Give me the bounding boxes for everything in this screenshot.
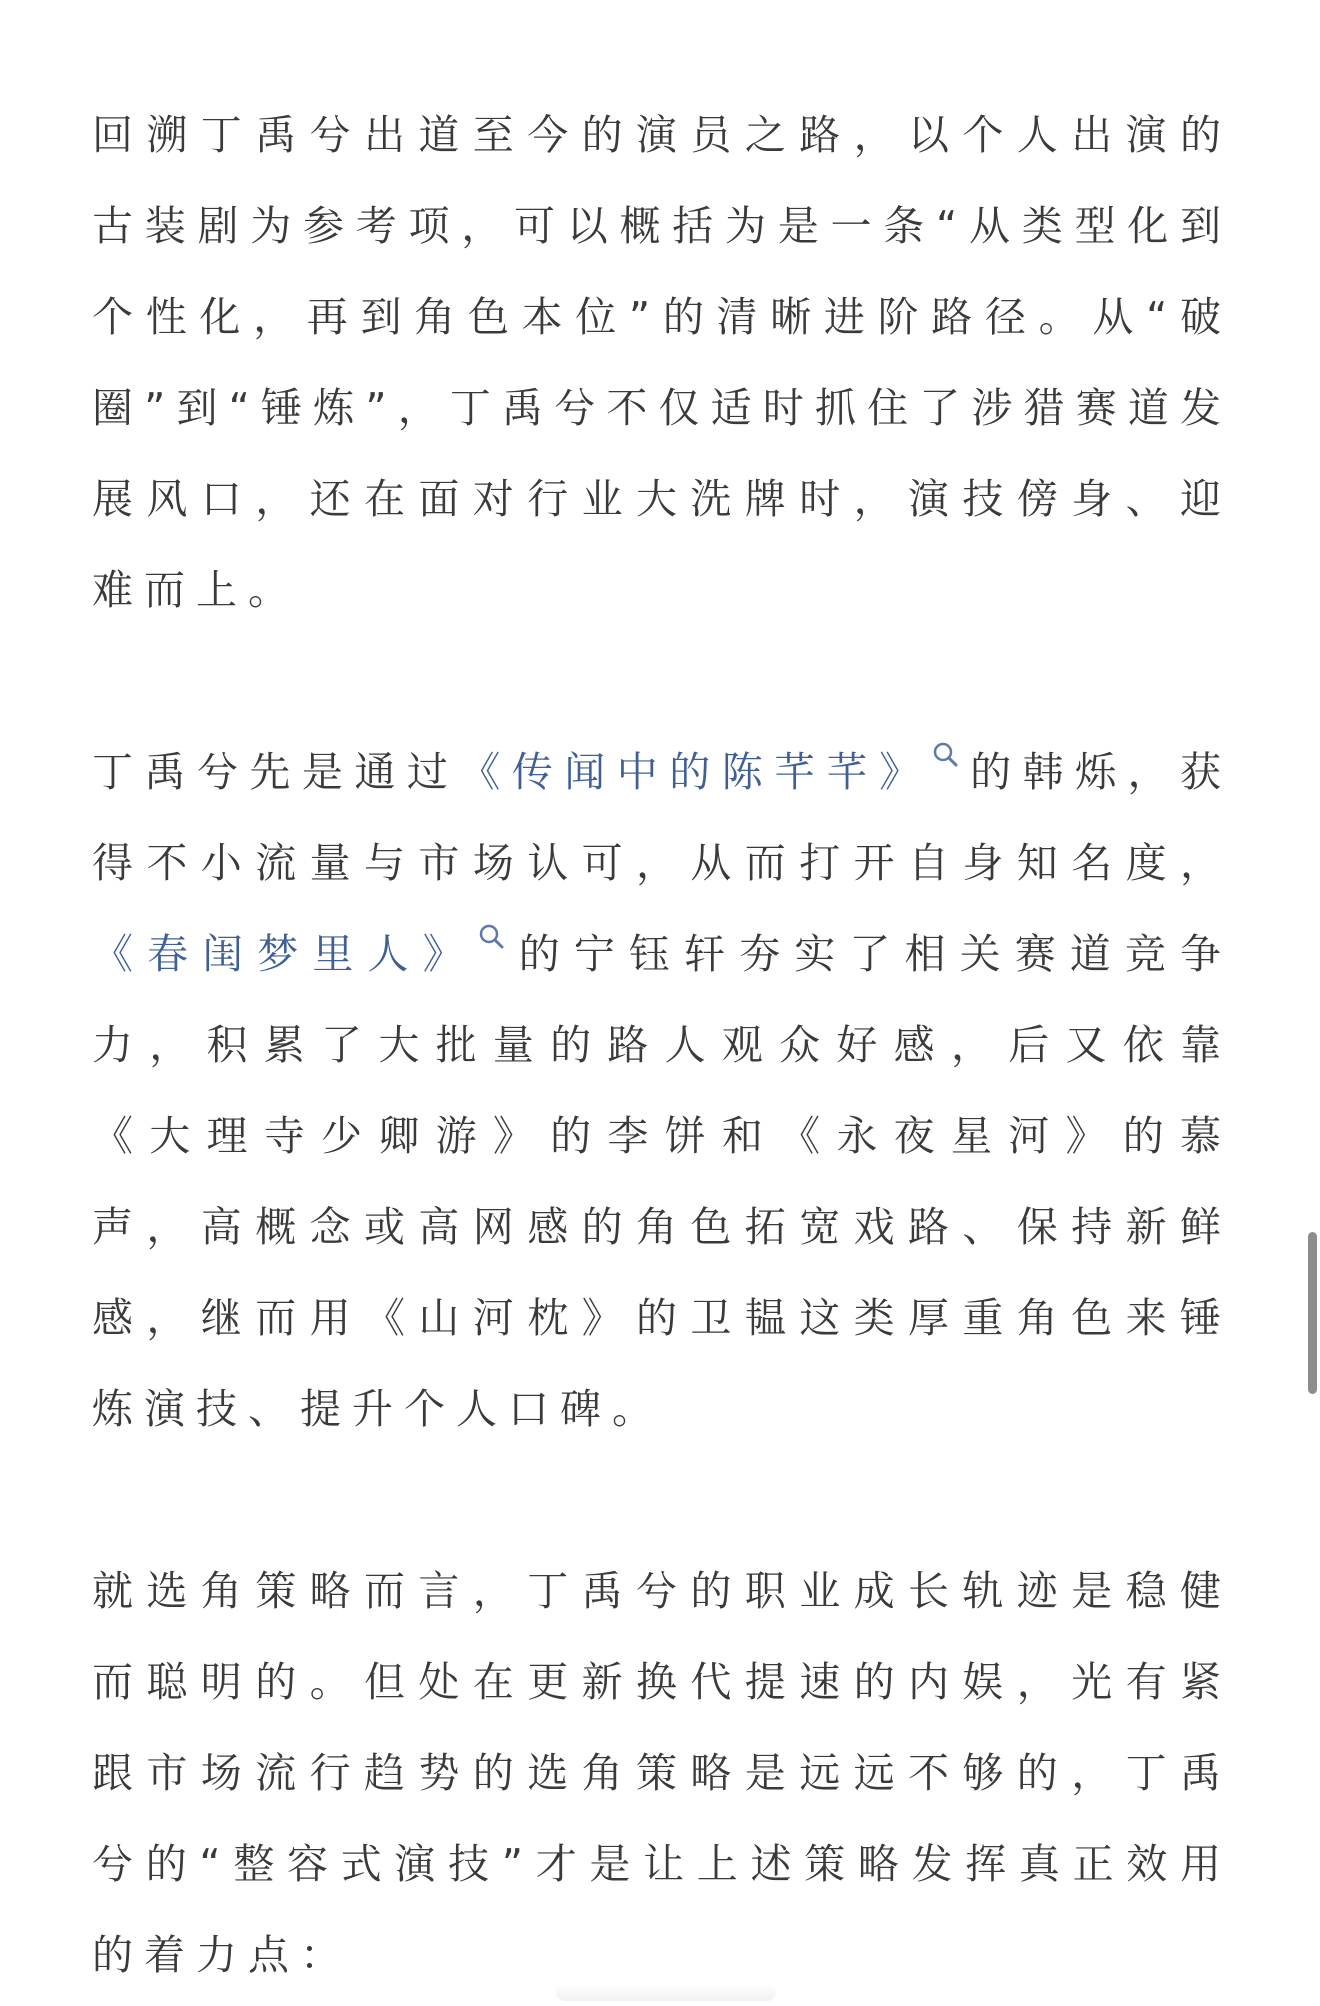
paragraph-text: 的宁钰轩夯实了相关赛道竞争力，积累了大批量的路人观众好感，后又依靠《大理寺少卿游》的李饼和《永夜星河》的慕声，高概念或高网感的角色拓宽戏路、保持新鲜感，继而用《山河枕》的卫韫这类厚重角色来锤炼演技、提升个人口碑。 bbox=[92, 930, 1233, 1433]
paragraph-text: 丁禹兮先是通过 bbox=[92, 748, 460, 796]
scrollbar[interactable] bbox=[1308, 1232, 1317, 1394]
search-icon[interactable] bbox=[478, 923, 504, 953]
bottom-shadow bbox=[556, 1983, 776, 2001]
paragraph-career-path: 回溯丁禹兮出道至今的演员之路，以个人出演的古装剧为参考项，可以概括为是一条“从类型化到个性化，再到角色本位”的清晰进阶路径。从“破圈”到“锤炼”，丁禹兮不仅适时抓住了涉猎赛道发展风口，还在面对行业大洗牌时，演技傍身、迎难而上。 bbox=[92, 111, 1232, 614]
paragraph-roles bbox=[92, 727, 1232, 1455]
search-icon[interactable] bbox=[932, 741, 958, 771]
link-drama-rumored-chen-qianqian[interactable]: 《传闻中的陈芊芊》 bbox=[459, 748, 932, 796]
article-body bbox=[92, 90, 1232, 2001]
paragraph-casting-strategy: 就选角策略而言，丁禹兮的职业成长轨迹是稳健而聪明的。但处在更新换代提速的内娱，光有紧跟市场流行趋势的选角策略是远远不够的，丁禹兮的“整容式演技”才是让上述策略发挥真正效用的着力点： bbox=[92, 1567, 1232, 1979]
link-drama-chun-gui-meng-li-ren[interactable]: 《春闺梦里人》 bbox=[92, 930, 478, 978]
paragraph-text: 的韩烁，获得不小流量与市场认可，从而打开自身知名度， bbox=[92, 748, 1233, 887]
